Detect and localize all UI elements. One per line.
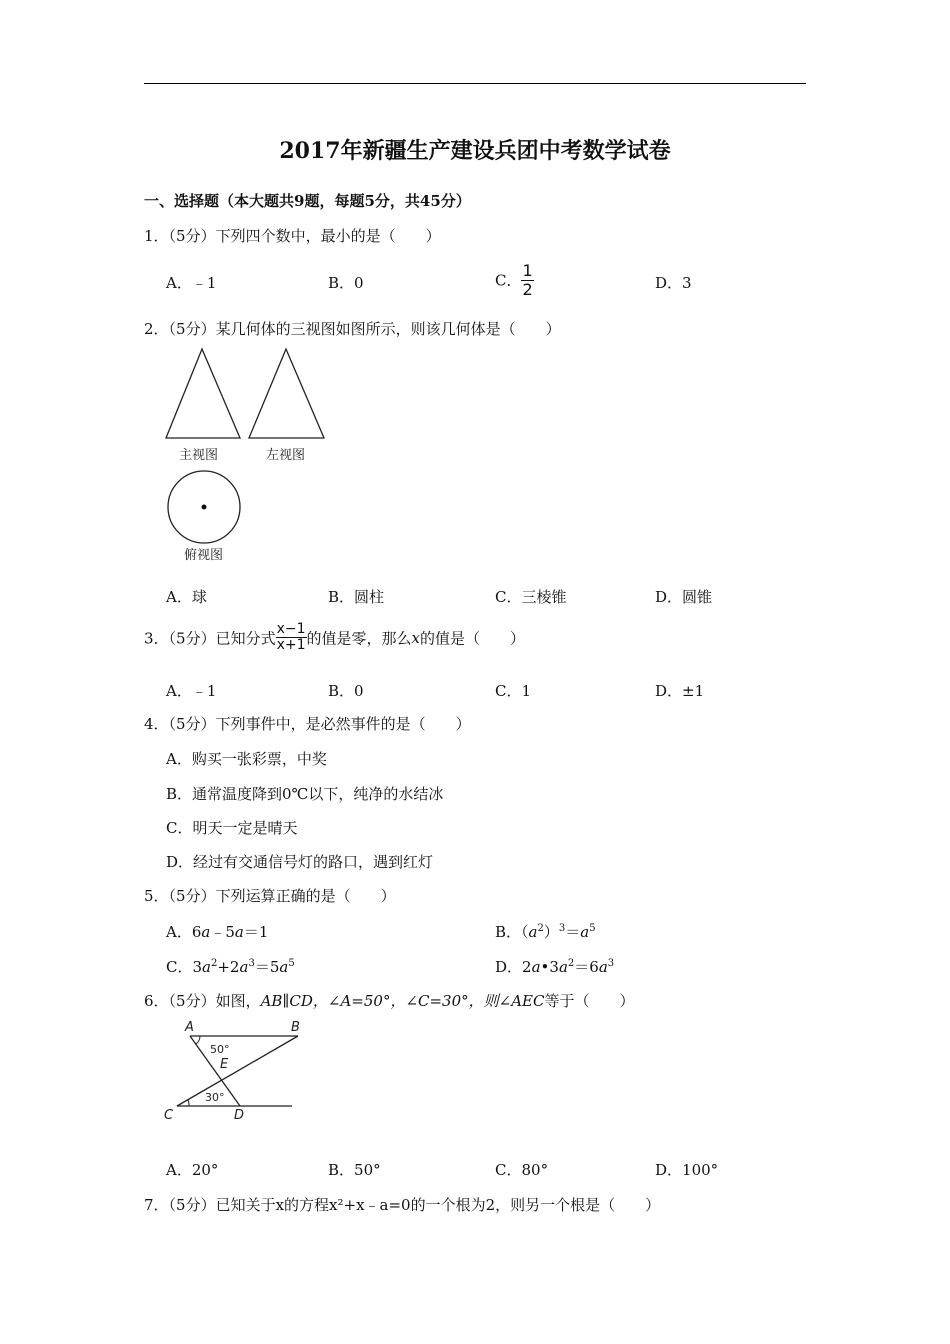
q5-option-c: C．$3a^2+2a^3=5a^5$ — [166, 958, 295, 976]
q1-option-c — [495, 262, 534, 298]
angle-a-label: 50° — [210, 1043, 230, 1056]
top-view-center-dot — [202, 505, 207, 510]
q4-option-b: B．通常温度降到0℃以下，纯净的水结冰 — [166, 785, 444, 803]
q1-option-c-fraction — [521, 262, 533, 298]
q6-stem-math: AB∥CD，∠A=50°，∠C=30°，则∠AEC — [260, 992, 545, 1010]
angle-a-arc — [196, 1036, 200, 1044]
fraction-denominator: x+1 — [276, 637, 306, 654]
top-view-label: 俯视图 — [184, 548, 224, 563]
q3-fraction — [276, 622, 307, 654]
q1-option-b: B．0 — [328, 274, 364, 292]
q3-option-d: D．±1 — [655, 682, 705, 700]
q3-stem-mid: 的值是零，那么 — [306, 629, 412, 648]
q3-stem-post: 的值是（ ） — [420, 629, 526, 648]
q6-stem-pre: 6．（5分）如图， — [144, 992, 261, 1010]
question-3-stem — [144, 622, 525, 654]
q1-option-c-label: C． — [495, 271, 522, 290]
q2-option-b: B．圆柱 — [328, 588, 385, 606]
fraction-denominator: 2 — [522, 279, 533, 299]
left-view-label: 左视图 — [266, 448, 306, 463]
fraction-numerator: 1 — [522, 261, 533, 280]
q6-option-b: B．50° — [328, 1161, 381, 1179]
angle-c-arc — [188, 1100, 189, 1106]
line-bc — [177, 1036, 298, 1106]
point-a-label: A — [185, 1020, 194, 1035]
q1-option-a: A．﹣1 — [166, 274, 217, 292]
angle-c-label: 30° — [205, 1091, 225, 1104]
front-view-label: 主视图 — [179, 448, 219, 463]
question-6-stem — [144, 990, 634, 1011]
q2-option-a: A．球 — [166, 588, 207, 606]
q6-option-a: A．20° — [166, 1161, 219, 1179]
point-c-label: C — [164, 1108, 174, 1123]
q5-option-a: A．6a﹣5a＝1 — [166, 923, 269, 941]
q6-option-d: D．100° — [655, 1161, 719, 1179]
q5-option-d: D．$2a•3a^2=6a^3$ — [495, 958, 615, 976]
point-b-label: B — [291, 1020, 300, 1035]
q6-option-c: C．80° — [495, 1161, 549, 1179]
parallel-lines-figure — [160, 1015, 305, 1130]
front-view-triangle — [166, 349, 240, 438]
question-4-stem: 4．（5分）下列事件中，是必然事件的是（ ） — [144, 715, 471, 733]
q6-stem-post: 等于（ ） — [544, 992, 635, 1010]
fraction-numerator: x−1 — [276, 621, 306, 637]
q2-option-c: C．三棱锥 — [495, 588, 567, 606]
left-view-triangle — [249, 349, 324, 438]
page-title: 2017年新疆生产建设兵团中考数学试卷 — [279, 138, 671, 164]
three-view-figure — [160, 345, 340, 570]
q3-option-a: A．﹣1 — [166, 682, 217, 700]
q3-stem-pre: 3．（5分）已知分式 — [144, 629, 276, 648]
question-7-stem: 7．（5分）已知关于x的方程x²+x﹣a=0的一个根为2，则另一个根是（ ） — [144, 1196, 661, 1214]
q3-option-c: C．1 — [495, 682, 532, 700]
q2-option-d: D．圆锥 — [655, 588, 713, 606]
q1-option-d: D．3 — [655, 274, 692, 292]
header-rule — [144, 83, 806, 84]
question-5-stem: 5．（5分）下列运算正确的是（ ） — [144, 887, 396, 905]
point-e-label: E — [220, 1057, 229, 1072]
question-2-stem: 2．（5分）某几何体的三视图如图所示，则该几何体是（ ） — [144, 320, 561, 338]
question-1-stem: 1．（5分）下列四个数中，最小的是（ ） — [144, 227, 441, 245]
point-d-label: D — [234, 1108, 245, 1123]
section-heading: 一、选择题（本大题共9题，每题5分，共45分） — [144, 192, 471, 210]
q4-option-c: C．明天一定是晴天 — [166, 819, 298, 837]
q5-option-b: B．$(a^2)^3=a^5$ — [495, 923, 596, 941]
q3-variable: x — [411, 628, 421, 647]
q3-option-b: B．0 — [328, 682, 364, 700]
q4-option-d: D．经过有交通信号灯的路口，遇到红灯 — [166, 853, 434, 871]
q4-option-a: A．购买一张彩票，中奖 — [166, 750, 327, 768]
